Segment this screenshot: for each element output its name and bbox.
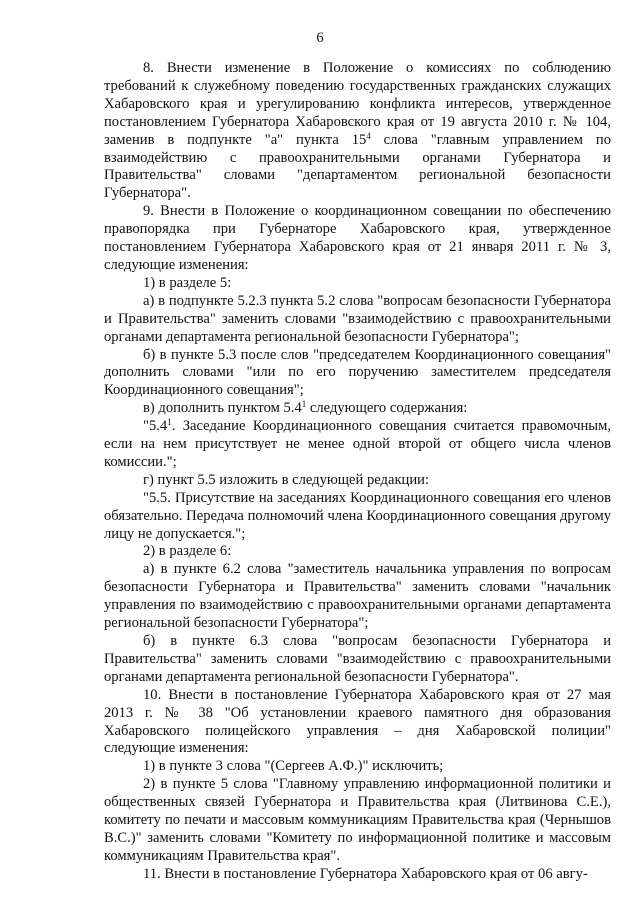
document-body: [104, 60, 611, 884]
list-item: 1) в пункте 3 слова "(Сергеев А.Ф.)" исключить;: [143, 758, 444, 775]
paragraph-11: 11. Внести в постановление Губернатора Хабаровского края от 06 авгу-: [143, 865, 588, 882]
paragraph-10: 10. Внести в постановление Губернатора Хабаровского края от 27 мая 2013 г. № 38 "Об установлении краевого памятного дня образования Хабаровского полицейского управления – дня Хабаровской полиции" следующие изменения:: [104, 686, 611, 757]
quoted-clause: "$5.4^1$. Заседание Координационного совещания считается правомочным, если на нем присутствует не менее одной второй от общего числа членов комиссии.";: [104, 417, 611, 470]
list-item: 2) в разделе 6:: [143, 543, 232, 560]
paragraph-9: 9. Внести в Положение о координационном совещании по обеспечению правопорядка при Губернаторе Хабаровского края, утвержденное постановлением Губернатора Хабаровского края от 21 января 2011 г. № 3, следующие изменения:: [104, 203, 611, 273]
list-item: 2) в пункте 5 слова "Главному управлению информационной политики и общественных связей Губернатора и Правительства края (Литвинова С.Е.), комитету по печати и массовым коммуникациям Правительства края (Чернышов В.С.)" заменить словами "Комитету по информационной политике и массовым коммуникациям Правительства края".: [104, 776, 611, 864]
list-item: г) пункт 5.5 изложить в следующей редакции:: [143, 471, 430, 488]
paragraph-8: 8. Внести изменение в Положение о комиссиях по соблюдению требований к служебному поведению государственных гражданских служащих Хабаровского края и урегулированию конфликта интересов, утвержденное постановлением Губернатора Хабаровского края от 19 августа 2010 г. № 104, заменив в подпункте "а" пункта $15^4$ слова "главным управлением по взаимодействию с правоохранительными органами Губернатора и Правительства" словами "департаментом региональной безопасности Губернатора".: [104, 60, 611, 202]
list-item: в) дополнить пунктом $5.4^1$ следующего содержания:: [143, 399, 468, 417]
list-item: а) в пункте 6.2 слова "заместитель начальника управления по вопросам безопасности Губернатора и Правительства" заменить словами "начальник управления по взаимодействию с правоохранительными органами департамента региональной безопасности Губернатора";: [104, 561, 611, 632]
list-item: б) в пункте 6.3 слова "вопросам безопасности Губернатора и Правительства" заменить словами "взаимодействию с правоохранительными органами департамента региональной безопасности Губернатора".: [104, 633, 611, 685]
quoted-clause: "5.5. Присутствие на заседаниях Координационного совещания его членов обязательно. Передача полномочий члена Координационного совещания другому лицу не допускается.";: [104, 489, 611, 542]
page-number: 6: [316, 30, 324, 46]
list-item: а) в подпункте 5.2.3 пункта 5.2 слова "вопросам безопасности Губернатора и Правительства" заменить словами "взаимодействию с правоохранительными органами департамента региональной безопасности Губернатора";: [104, 292, 611, 345]
list-item: б) в пункте 5.3 после слов "председателем Координационного совещания" дополнить словами "или по его поручению заместителем председателя Координационного совещания";: [104, 346, 611, 399]
list-item: 1) в разделе 5:: [143, 274, 232, 291]
